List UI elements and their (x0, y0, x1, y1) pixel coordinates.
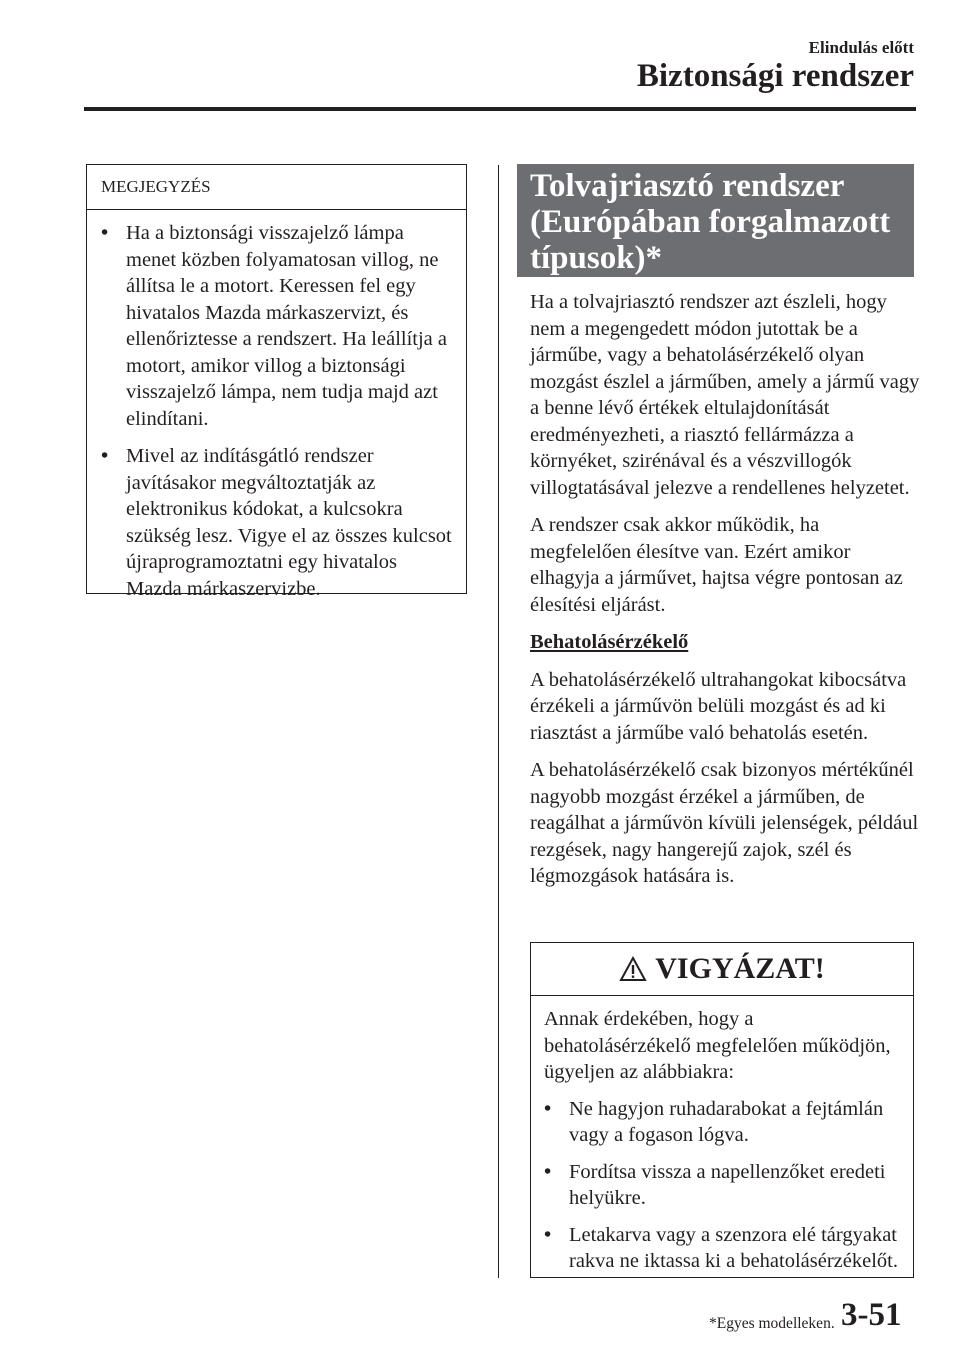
paragraph: A behatolásérzékelő csak bizonyos mértékűnél nagyobb mozgást érzékel a járműben, de reagálhat a járművön kívüli jelenségek, például rezgések, nagy hangerejű zajok, szél és légmozgások hatására is. (530, 759, 919, 887)
paragraph: A behatolásérzékelő ultrahangokat kibocsátva érzékeli a járművön belüli mozgást és ad ki riasztást a járműbe való behatolás esetén. (530, 668, 907, 744)
caution-title: VIGYÁZAT! (655, 952, 825, 985)
caution-item (544, 1096, 903, 1149)
caution-body (531, 996, 913, 1275)
section-title: Tolvajriasztó rendszer (Európában forgalmazott típusok)* (517, 164, 914, 277)
caution-header (531, 943, 913, 996)
header-divider (84, 107, 916, 111)
note-item (101, 220, 454, 432)
bullet-icon: • (544, 1097, 552, 1120)
subheading: Behatolásérzékelő (530, 631, 689, 653)
caution-item (544, 1159, 903, 1212)
page-title: Biztonsági rendszer (636, 58, 914, 94)
bullet-icon: • (101, 445, 109, 467)
bullet-icon: • (544, 1223, 552, 1246)
chapter-label: Elindulás előtt (808, 38, 914, 57)
bullet-icon: • (101, 222, 109, 244)
caution-item (544, 1222, 903, 1275)
note-item-text: Ha a biztonsági visszajelző lámpa menet közben folyamatosan villog, ne állítsa le a motort. Keressen fel egy hivatalos Mazda márkaszervizt, és ellenőriztesse a rendszert. Ha leállítja a motort, amikor villog a biztonsági visszajelző lámpa, nem tudja majd azt elindítani. (126, 222, 448, 430)
caution-item-text: Ne hagyjon ruhadarabokat a fejtámlán vagy a fogason lógva. (569, 1097, 884, 1146)
warning-icon (619, 956, 647, 982)
caution-intro: Annak érdekében, hogy a behatolásérzékelő megfelelően működjön, ügyeljen az alábbiakra: (544, 1008, 891, 1083)
page-number: 3-51 (841, 1297, 902, 1333)
caution-item-text: Letakarva vagy a szenzora elé tárgyakat rakva ne iktassa ki a behatolásérzékelőt. (569, 1223, 898, 1272)
bullet-icon: • (544, 1160, 552, 1183)
note-title: MEGJEGYZÉS (87, 165, 466, 210)
caution-box (530, 942, 914, 1278)
paragraph: Ha a tolvajriasztó rendszer azt észleli, hogy nem a megengedett módon jutottak be a járműbe, vagy a behatolásérzékelő olyan mozgást észlel a járműben, amely a jármű vagy a benne lévő értékek eltulajdonítását eredményezheti, a riasztó fellármázza a környéket, szirénával és a vészvillogók villogtatásával jelezve a rendellenes helyzetet. (530, 291, 920, 499)
note-item (101, 443, 454, 602)
caution-item-text: Fordítsa vissza a napellenzőket eredeti helyükre. (569, 1160, 886, 1209)
section-body (530, 289, 920, 890)
column-divider (498, 165, 499, 1278)
note-box (86, 164, 467, 600)
footnote: *Egyes modelleken. (709, 1315, 835, 1332)
note-item-text: Mivel az indításgátló rendszer javításakor megváltoztatják az elektronikus kódokat, a kulcsokra szükség lesz. Vigye el az összes kulcsot újraprogramoztatni egy hivatalos Mazda márkaszervizbe. (126, 445, 452, 600)
note-list (87, 210, 466, 602)
paragraph: A rendszer csak akkor működik, ha megfelelően élesítve van. Ezért amikor elhagyja a járművet, hajtsa végre pontosan az élesítési eljárást. (530, 514, 903, 616)
